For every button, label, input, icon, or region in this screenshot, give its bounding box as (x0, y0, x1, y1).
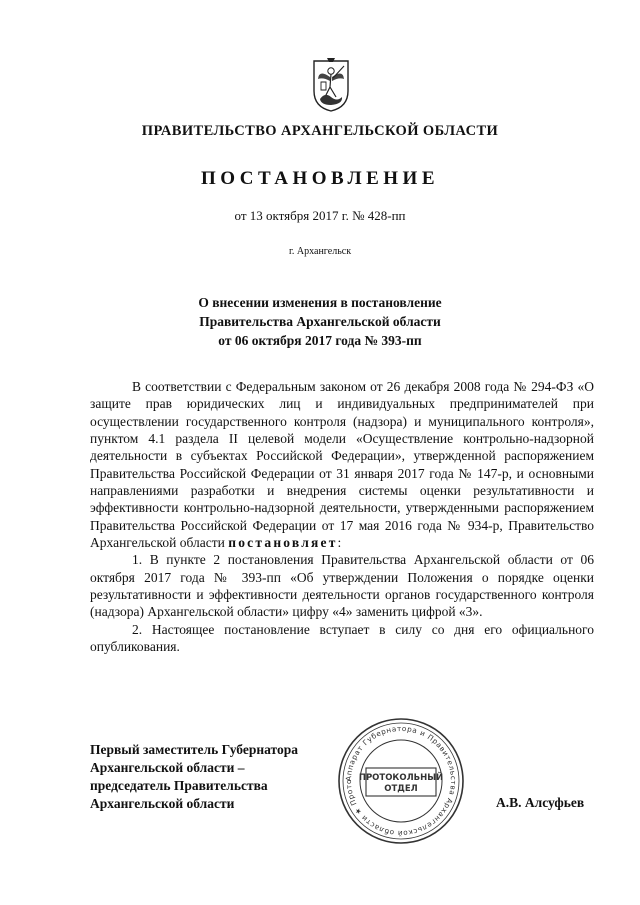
document-subject (0, 293, 640, 350)
subject-line: от 06 октября 2017 года № 393-пп (218, 333, 422, 348)
position-line: Архангельской области (90, 796, 235, 811)
official-stamp (336, 716, 466, 846)
stamp-center-line: ПРОТОКОЛЬНЫЙ (358, 773, 444, 783)
position-line: Первый заместитель Губернатора (90, 742, 298, 757)
document-city: г. Архангельск (288, 246, 352, 257)
item-1-paragraph: 1. В пункте 2 постановления Правительства Архангельской области от 06 октября 2017 года № 393-пп «Об утверждении Положения о порядке оценки результативности и эффективности деятельности органов государственного контроля (надзора) Архангельской области» цифру «4» заменить цифрой «3». (90, 552, 594, 620)
position-line: председатель Правительства (90, 778, 268, 793)
resolves-punct: : (337, 535, 342, 551)
stamp-ring-text: Аппарат Губернатора и Правительства Архангельской области ★ Прото (343, 723, 459, 839)
document-body (90, 378, 594, 656)
subject-line: Правительства Архангельской области (199, 314, 441, 329)
document-type: ПОСТАНОВЛЕНИЕ (200, 168, 440, 189)
resolves-keyword: постановляет (228, 535, 338, 551)
preamble-paragraph (90, 378, 594, 551)
stamp-center-line: ОТДЕЛ (384, 784, 418, 794)
government-name: ПРАВИТЕЛЬСТВО АРХАНГЕЛЬСКОЙ ОБЛАСТИ (141, 123, 499, 139)
subject-line: О внесении изменения в постановление (198, 295, 442, 310)
item-2-paragraph: 2. Настоящее постановление вступает в силу со дня его официального опубликования. (90, 621, 594, 655)
signatory-name: А.В. Алсуфьев (496, 795, 585, 810)
document-date-number: от 13 октября 2017 г. № 428-пп (234, 208, 406, 223)
preamble-text: В соответствии с Федеральным законом от 26 декабря 2008 года № 294-ФЗ «О защите прав юридических лиц и индивидуальных предпринимателей при осуществлении государственного контроля (надзора) и муниципального контроля», пунктом 4.1 раздела II целевой модели «Осуществление контрольно-надзорной деятельности в субъектах Российской Федерации», утвержденной распоряжением Правительства Российской Федерации от 31 января 2017 года № 147-р, и основными направлениями разработки и внедрения системы оценки результативности и эффективности контрольно-надзорной деятельности, утвержденными распоряжением Правительства Российской Федерации от 17 мая 2016 года № 934-р, Правительство Архангельской области (90, 379, 594, 551)
position-line: Архангельской области – (90, 760, 245, 775)
signatory-position (90, 741, 298, 813)
coat-of-arms-icon (311, 57, 351, 113)
